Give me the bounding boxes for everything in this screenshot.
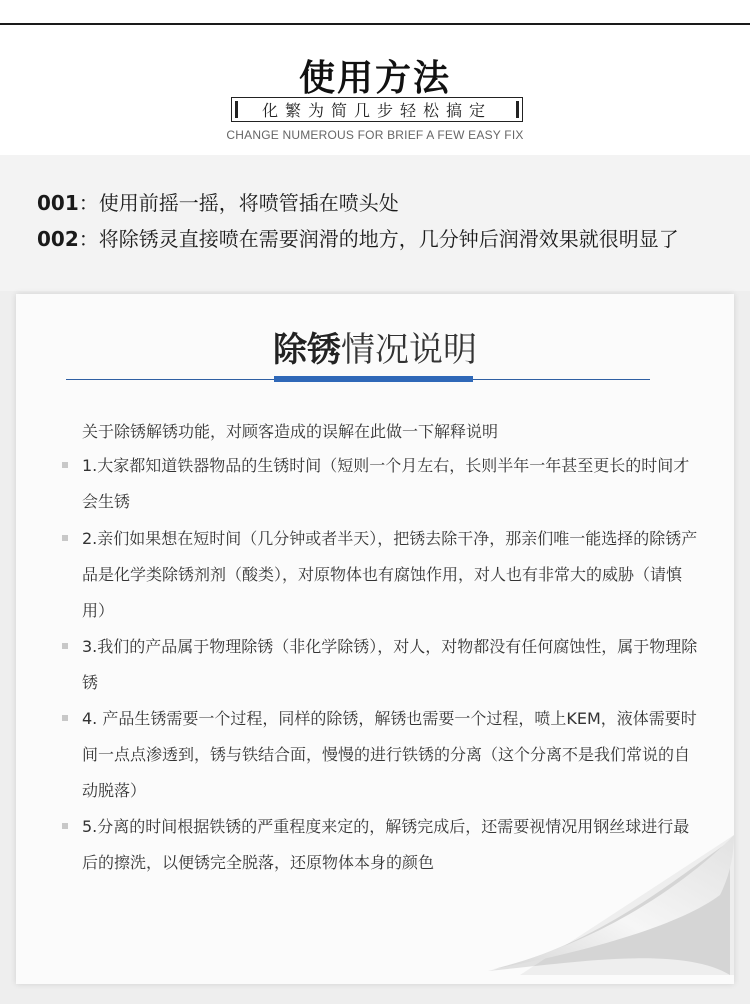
step-number: 002 (37, 227, 79, 251)
section-title-rest: 情况说明 (341, 330, 477, 370)
step-2 (37, 223, 679, 252)
step-number: 001 (37, 191, 79, 215)
subtitle-box: 化繁为简几步轻松搞定 (231, 97, 523, 122)
step-1 (37, 187, 399, 216)
list-item: 4. 产品生锈需要一个过程，同样的除锈，解锈也需要一个过程，喷上KEM，液体需要时间一点点渗透到，锈与铁结合面，慢慢的进行铁锈的分离（这个分离不是我们常说的自动脱落） (82, 709, 697, 800)
step-text: 使用前摇一摇，将喷管插在喷头处 (98, 191, 399, 215)
title-accent-bar (274, 376, 473, 382)
section-title (0, 322, 750, 371)
list-item: 3.我们的产品属于物理除锈（非化学除锈），对人，对物都没有任何腐蚀性，属于物理除锈 (82, 637, 698, 692)
list-item: 1.大家都知道铁器物品的生锈时间（短则一个月左右，长则半年一年甚至更长的时间才会生锈 (82, 456, 690, 511)
bullet-icon (62, 462, 68, 468)
subtitle-english: CHANGE NUMEROUS FOR BRIEF A FEW EASY FIX (226, 128, 524, 142)
step-separator: ： (78, 227, 99, 251)
bullet-icon (62, 535, 68, 541)
step-separator: ： (78, 191, 99, 215)
intro-text: 关于除锈解锈功能，对顾客造成的误解在此做一下解释说明 (82, 422, 499, 441)
list-item: 2.亲们如果想在短时间（几分钟或者半天），把锈去除干净，那亲们唯一能选择的除锈产品是化学类除锈剂剂（酸类），对原物体也有腐蚀作用，对人也有非常大的威胁（请慎用） (82, 529, 698, 620)
page-title: 使用方法 (298, 58, 451, 99)
section-title-bold: 除锈 (273, 330, 341, 370)
list-item: 5.分离的时间根据铁锈的严重程度来定的，解锈完成后，还需要视情况用钢丝球进行最后的擦洗，以便锈完全脱落，还原物体本身的颜色 (82, 817, 690, 872)
page-curl-icon (480, 835, 750, 975)
top-rule (0, 23, 750, 25)
bullet-icon (62, 715, 68, 721)
step-text: 将除锈灵直接喷在需要润滑的地方，几分钟后润滑效果就很明显了 (98, 227, 679, 251)
bullet-icon (62, 643, 68, 649)
bullet-icon (62, 823, 68, 829)
